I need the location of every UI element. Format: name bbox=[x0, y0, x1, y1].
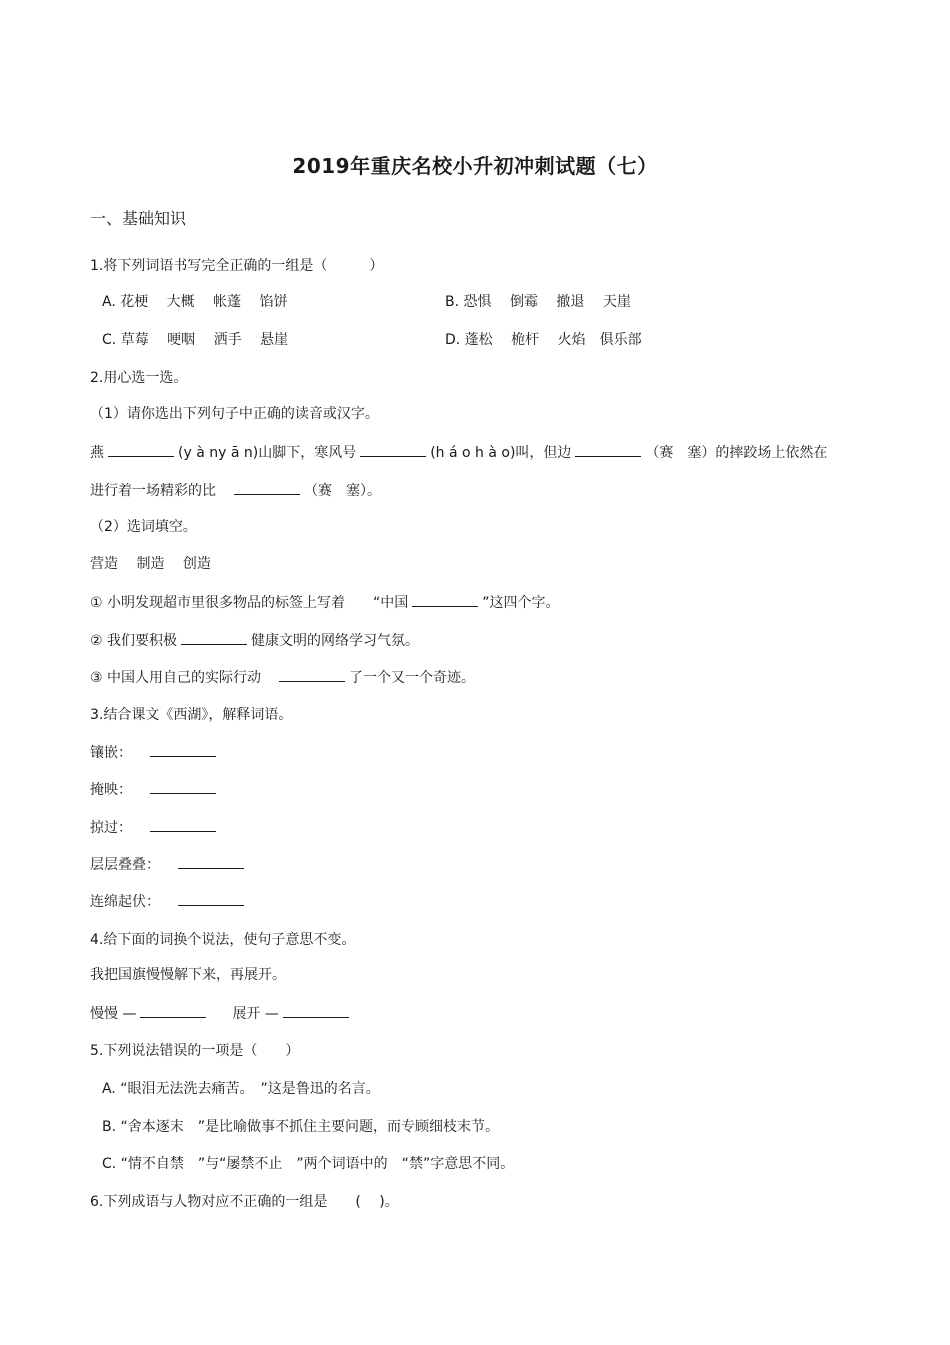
answer-blank[interactable] bbox=[283, 1003, 349, 1018]
sentence-part: 健康文明的网络学习气氛。 bbox=[251, 633, 420, 649]
sentence-part: （赛 塞）的摔跤场上依然在 bbox=[645, 445, 828, 461]
answer-blank[interactable] bbox=[178, 891, 244, 906]
question-3-stem: 3.结合课文《西湖》，解释词语。 bbox=[90, 707, 293, 723]
sentence-part: 进行着一场精彩的比 bbox=[90, 483, 216, 499]
word-label: 掩映： bbox=[90, 782, 132, 798]
question-2-item-2 bbox=[90, 630, 419, 651]
question-3-word-1 bbox=[90, 742, 220, 763]
question-2-item-1 bbox=[90, 592, 560, 613]
word-label: 镶嵌： bbox=[90, 745, 132, 761]
question-1-stem: 1.将下列词语书写完全正确的一组是（ ） bbox=[90, 258, 384, 274]
question-2-word-choices: 营造 制造 创造 bbox=[90, 556, 211, 572]
sentence-part: ② 我们要积极 bbox=[90, 633, 178, 649]
answer-blank[interactable] bbox=[575, 442, 641, 457]
word-label: 层层叠叠： bbox=[90, 857, 160, 873]
answer-blank[interactable] bbox=[178, 854, 244, 869]
word-label: 慢慢 — bbox=[90, 1006, 137, 1022]
question-1-option-d: D. 蓬松 桅杆 火焰 俱乐部 bbox=[445, 332, 642, 348]
answer-blank[interactable] bbox=[234, 480, 300, 495]
section-heading: 一、基础知识 bbox=[90, 209, 187, 228]
sentence-part: 了一个又一个奇迹。 bbox=[349, 670, 476, 686]
sentence-part: （赛 塞）。 bbox=[304, 483, 381, 499]
answer-blank[interactable] bbox=[140, 1003, 206, 1018]
question-5-option-c: C. “情不自禁 ”与“屡禁不止 ”两个词语中的 “禁”字意思不同。 bbox=[102, 1156, 515, 1172]
question-3-word-3 bbox=[90, 817, 220, 838]
question-3-word-4 bbox=[90, 854, 248, 875]
answer-blank[interactable] bbox=[108, 442, 174, 457]
question-3-word-5 bbox=[90, 891, 248, 912]
question-3-word-2 bbox=[90, 779, 220, 800]
answer-blank[interactable] bbox=[279, 667, 345, 682]
sentence-part: 燕 bbox=[90, 445, 104, 461]
question-2-stem: 2.用心选一选。 bbox=[90, 370, 188, 386]
question-2-item-3 bbox=[90, 667, 475, 688]
sentence-part: ”这四个字。 bbox=[482, 595, 560, 611]
sentence-part: (h á o h à o)叫，但边 bbox=[430, 445, 572, 461]
question-1-option-b: B. 恐惧 倒霉 撤退 天崖 bbox=[445, 294, 631, 310]
question-5-option-a: A. “眼泪无法洗去痛苦。 ”这是鲁迅的名言。 bbox=[102, 1081, 380, 1097]
question-2-sentence-line-1 bbox=[90, 442, 827, 463]
question-2-sub2: （2）选词填空。 bbox=[90, 519, 197, 535]
sentence-part: ③ 中国人用自己的实际行动 bbox=[90, 670, 262, 686]
answer-blank[interactable] bbox=[412, 592, 478, 607]
question-2-sentence-line-2 bbox=[90, 480, 381, 501]
word-label: 掠过： bbox=[90, 820, 132, 836]
word-label: 连绵起伏： bbox=[90, 894, 160, 910]
answer-blank[interactable] bbox=[181, 630, 247, 645]
page-title: 2019年重庆名校小升初冲刺试题（七） bbox=[292, 154, 658, 178]
sentence-part: ① 小明发现超市里很多物品的标签上写着 “中国 bbox=[90, 595, 409, 611]
question-1-option-a: A. 花梗 大概 帐蓬 馅饼 bbox=[102, 294, 288, 310]
answer-blank[interactable] bbox=[150, 742, 216, 757]
question-2-sub1: （1）请你选出下列句子中正确的读音或汉字。 bbox=[90, 406, 379, 422]
question-4-stem: 4.给下面的词换个说法，使句子意思不变。 bbox=[90, 932, 356, 948]
word-label: 展开 — bbox=[232, 1006, 279, 1022]
question-5-option-b: B. “舍本逐末 ”是比喻做事不抓住主要问题，而专顾细枝末节。 bbox=[102, 1119, 500, 1135]
question-4-answers bbox=[90, 1003, 353, 1024]
answer-blank[interactable] bbox=[150, 779, 216, 794]
question-6-stem: 6.下列成语与人物对应不正确的一组是 ( )。 bbox=[90, 1194, 399, 1210]
answer-blank[interactable] bbox=[360, 442, 426, 457]
question-5-stem: 5.下列说法错误的一项是（ ） bbox=[90, 1043, 300, 1059]
sentence-part: (y à ny ā n)山脚下，寒风号 bbox=[178, 445, 357, 461]
question-1-option-c: C. 草莓 哽咽 洒手 悬崖 bbox=[102, 332, 289, 348]
answer-blank[interactable] bbox=[150, 817, 216, 832]
question-4-sentence: 我把国旗慢慢解下来，再展开。 bbox=[90, 967, 286, 983]
